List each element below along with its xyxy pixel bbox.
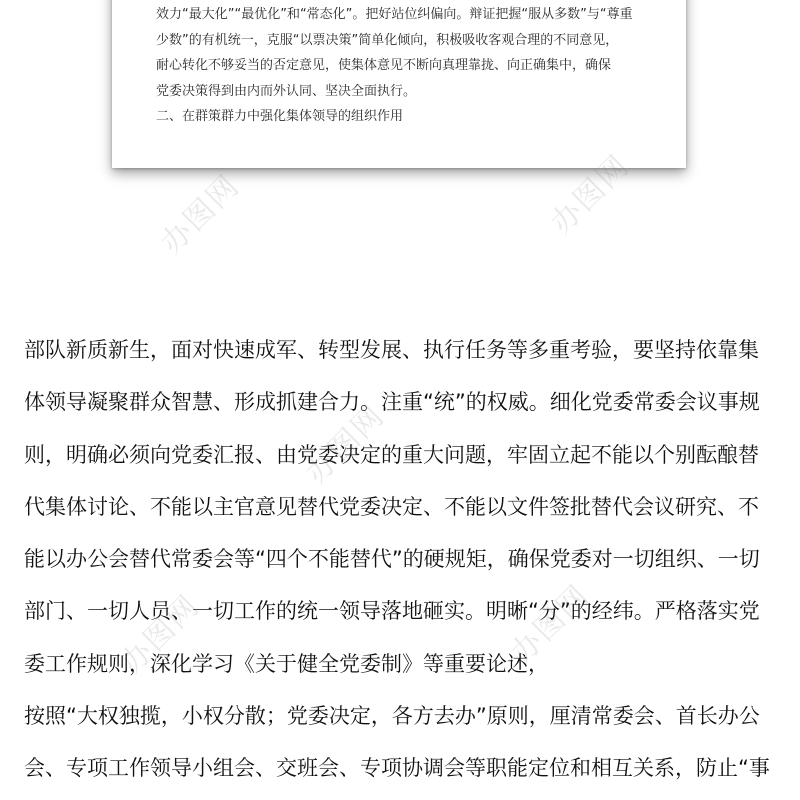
- preview-section-heading: 二、在群策群力中强化集体领导的组织作用: [156, 109, 404, 125]
- watermark: 办图网: [299, 398, 392, 491]
- preview-card-text: [156, 2, 656, 130]
- preview-line: 少数”的有机统一，克服“以票决策”简单化倾向，积极吸收客观合理的不同意见，: [156, 32, 619, 48]
- watermark: 办图网: [114, 588, 207, 681]
- body-line: 部门、一切人员、一切工作的统一领导落地砸实。明晰“分”的经纬。严格落实党: [24, 599, 760, 624]
- body-line: 按照“大权独揽，小权分散；党委决定，各方去办”原则，厘清常委会、首长办公: [24, 704, 760, 729]
- body-line: 代集体讨论、不能以主官意见替代党委决定、不能以文件签批替代会议研究、不: [24, 494, 759, 519]
- watermark: 办图网: [154, 168, 247, 261]
- preview-line: 效力“最大化”“最优化”和“常态化”。把好站位纠偏向。辩证把握“服从多数”与“尊重: [156, 7, 633, 22]
- watermark: 办图网: [504, 578, 597, 671]
- body-line: 则，明确必须向党委汇报、由党委决定的重大问题，牢固立起不能以个别酝酿替: [24, 442, 759, 467]
- preview-line: 党委决策得到由内而外认同、坚决全面执行。: [156, 83, 417, 99]
- body-line: 体领导凝聚群众智慧、形成抓建合力。注重“统”的权威。细化党委常委会议事规: [24, 390, 760, 415]
- preview-line: 耐心转化不够妥当的否定意见，使集体意见不断向真理靠拢、向正确集中，确保: [156, 58, 612, 74]
- body-line: 会、专项工作领导小组会、交班会、专项协调会等职能定位和相互关系，防止“事: [24, 756, 770, 781]
- body-line: 委工作规则，深化学习《关于健全党委制》等重要论述，: [24, 651, 549, 676]
- document-body: [24, 324, 780, 795]
- body-line: 能以办公会替代常委会等“四个不能替代”的硬规矩，确保党委对一切组织、一切: [24, 547, 760, 572]
- body-line: 部队新质新生，面对快速成军、转型发展、执行任务等多重考验，要坚持依靠集: [24, 338, 759, 362]
- watermark: 办图网: [544, 148, 637, 241]
- document-preview-card: [112, 0, 686, 168]
